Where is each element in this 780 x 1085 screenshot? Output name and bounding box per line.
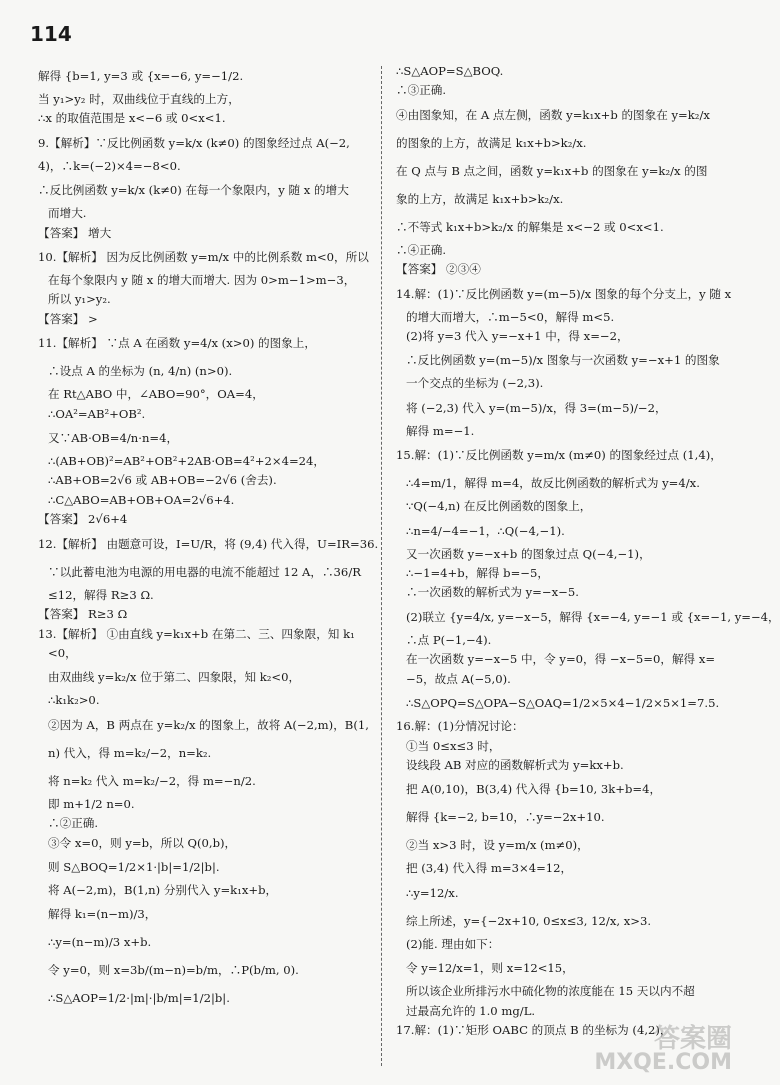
watermark-cn: 答案圈 [653, 1024, 732, 1054]
text-line: ④由图象知，在 A 点左侧，函数 y=k₁x+b 的图象在 y=k₂/x [396, 107, 710, 122]
text-line: 14.解：(1)∵反比例函数 y=(m−5)/x 图象的每个分支上，y 随 x [396, 286, 732, 301]
answer-line: 【答案】 ②③④ [396, 262, 481, 277]
text-line: 所以该企业所排污水中硫化物的浓度能在 15 天以内不超 [406, 984, 695, 999]
text-line: 4)，∴k=(−2)×4=−8<0. [38, 158, 181, 173]
text-line: 12.【解析】 由题意可设，I=U/R，将 (9,4) 代入得，U=IR=36. [38, 536, 379, 551]
text-line: ∴不等式 k₁x+b>k₂/x 的解集是 x<−2 或 0<x<1. [396, 219, 664, 234]
text-line: ∴④正确. [396, 242, 447, 257]
text-line: 象的上方，故满足 k₁x+b>k₂/x. [396, 191, 564, 206]
text-line: 则 S△BOQ=1/2×1·|b|=1/2|b|. [48, 859, 220, 874]
text-line: ②当 x>3 时，设 y=m/x (m≠0)， [406, 838, 589, 853]
text-line: ∴4=m/1，解得 m=4，故反比例函数的解析式为 y=4/x. [406, 476, 700, 491]
text-line: ②因为 A，B 两点在 y=k₂/x 的图象上，故将 A(−2,m)，B(1, [48, 717, 369, 732]
text-line: 令 y=0，则 x=3b/(m−n)=b/m，∴P(b/m, 0). [48, 963, 299, 978]
text-line: ∴设点 A 的坐标为 (n, 4/n) (n>0). [48, 364, 233, 379]
right-column [396, 62, 780, 1040]
text-line: 把 A(0,10)，B(3,4) 代入得 {b=10, 3k+b=4， [406, 782, 662, 797]
text-line: 在 Rt△ABO 中，∠ABO=90°，OA=4， [48, 387, 264, 402]
text-line: ∴S△OPQ=S△OPA−S△OAQ=1/2×5×4−1/2×5×1=7.5. [406, 696, 720, 711]
text-line: 又∵AB·OB=4/n·n=4， [48, 431, 179, 446]
text-line: 由双曲线 y=k₂/x 位于第二、四象限，知 k₂<0， [48, 670, 301, 685]
left-column [38, 62, 379, 1012]
text-line: ∵以此蓄电池为电源的用电器的电流不能超过 12 A，∴36/R [48, 564, 361, 579]
text-line: (2)联立 {y=4/x, y=−x−5，解得 {x=−4, y=−1 或 {x=−1, y=−4， [406, 609, 780, 624]
text-line: ≤12，解得 R≥3 Ω. [48, 587, 154, 602]
site-watermark [594, 1024, 732, 1075]
text-line: ∴③正确. [396, 83, 447, 98]
text-line: ∴y=(n−m)/3 x+b. [48, 935, 152, 950]
text-line: 16.解：(1)分情况讨论： [396, 719, 524, 734]
text-line: ∴S△AOP=1/2·|m|·|b/m|=1/2|b|. [48, 991, 230, 1006]
text-line: 10.【解析】 因为反比例函数 y=m/x 中的比例系数 m<0，所以 [38, 250, 369, 265]
text-line: 又一次函数 y=−x+b 的图象过点 Q(−4,−1)， [406, 546, 651, 561]
text-line: 解得 {b=1, y=3 或 {x=−6, y=−1/2. [38, 69, 244, 83]
answer-line: 【答案】 增大 [38, 225, 112, 240]
text-line: 把 (3,4) 代入得 m=3×4=12， [406, 861, 573, 876]
text-line: ∴反比例函数 y=(m−5)/x 图象与一次函数 y=−x+1 的图象 [406, 353, 720, 368]
text-line: ∴−1=4+b，解得 b=−5， [406, 566, 549, 581]
text-line: 解得 k₁=(n−m)/3， [48, 907, 157, 922]
text-line: 将 (−2,3) 代入 y=(m−5)/x，得 3=(m−5)/−2， [406, 400, 667, 415]
text-line: 13.【解析】 ①由直线 y=k₁x+b 在第二、三、四象限，知 k₁ [38, 626, 355, 641]
text-line: 当 y₁>y₂ 时，双曲线位于直线的上方， [38, 92, 240, 106]
text-line: 所以 y₁>y₂. [48, 292, 111, 307]
text-line: 在每个象限内 y 随 x 的增大而增大. 因为 0>m−1>m−3， [48, 273, 356, 288]
text-line: 将 A(−2,m)，B(1,n) 分别代入 y=k₁x+b， [48, 882, 278, 897]
text-line: 9.【解析】∵反比例函数 y=k/x (k≠0) 的图象经过点 A(−2, [38, 135, 350, 150]
text-line: 一个交点的坐标为 (−2,3). [406, 376, 544, 391]
text-line: ∴x 的取值范围是 x<−6 或 0<x<1. [38, 111, 226, 126]
text-line: (2)将 y=3 代入 y=−x+1 中，得 x=−2， [406, 329, 629, 344]
text-line: 即 m+1/2 n=0. [48, 796, 135, 811]
answer-line: 【答案】 > [38, 311, 98, 326]
text-line: 15.解：(1)∵反比例函数 y=m/x (m≠0) 的图象经过点 (1,4)， [396, 448, 722, 463]
text-line: <0， [48, 645, 77, 660]
text-line: ∴C△ABO=AB+OB+OA=2√6+4. [48, 492, 235, 507]
text-line: (2)能. 理由如下： [406, 936, 500, 951]
text-line: n) 代入，得 m=k₂/−2，n=k₂. [48, 745, 212, 760]
column-divider [381, 66, 382, 1066]
text-line: ∴OA²=AB²+OB². [48, 406, 146, 421]
text-line: ③令 x=0，则 y=b，所以 Q(0,b)， [48, 835, 237, 850]
text-line: 11.【解析】 ∵点 A 在函数 y=4/x (x>0) 的图象上， [38, 336, 316, 351]
text-line: 的图象的上方，故满足 k₁x+b>k₂/x. [396, 135, 587, 150]
text-line: 解得 m=−1. [406, 423, 475, 438]
text-line: ∴n=4/−4=−1，∴Q(−4,−1). [406, 523, 565, 538]
text-line: 而增大. [48, 206, 87, 221]
text-line: ∴S△AOP=S△BOQ. [396, 64, 504, 78]
text-line: ∴k₁k₂>0. [48, 693, 100, 708]
text-line: ∴②正确. [48, 816, 99, 831]
answer-line: 【答案】 R≥3 Ω [38, 607, 128, 622]
text-line: ∴(AB+OB)²=AB²+OB²+2AB·OB=4²+2×4=24， [48, 454, 326, 469]
answer-line: 【答案】 2√6+4 [38, 512, 128, 527]
text-line: ∴点 P(−1,−4). [406, 632, 492, 647]
page-number: 114 [30, 22, 72, 46]
text-line: 将 n=k₂ 代入 m=k₂/−2，得 m=−n/2. [48, 773, 256, 788]
text-line: ∴AB+OB=2√6 或 AB+OB=−2√6 (舍去). [48, 473, 277, 488]
text-line: 解得 {k=−2, b=10，∴y=−2x+10. [406, 810, 605, 825]
text-line: ①当 0≤x≤3 时， [406, 738, 501, 753]
text-line: −5，故点 A(−5,0). [406, 671, 511, 686]
text-line: 令 y=12/x=1，则 x=12<15， [406, 961, 574, 976]
text-line: 17.解：(1)∵矩形 OABC 的顶点 B 的坐标为 (4,2)， [396, 1022, 672, 1037]
text-line: 在 Q 点与 B 点之间，函数 y=k₁x+b 的图象在 y=k₂/x 的图 [396, 163, 708, 178]
text-line: ∵Q(−4,n) 在反比例函数的图象上， [406, 499, 592, 514]
text-line: 过最高允许的 1.0 mg/L. [406, 1003, 536, 1018]
watermark-url: MXQE.COM [594, 1050, 732, 1075]
text-line: 在一次函数 y=−x−5 中，令 y=0，得 −x−5=0，解得 x= [406, 652, 716, 667]
text-line: 设线段 AB 对应的函数解析式为 y=kx+b. [406, 757, 624, 772]
text-line: 综上所述，y={−2x+10, 0≤x≤3, 12/x, x>3. [406, 913, 652, 928]
text-line: 的增大而增大，∴m−5<0，解得 m<5. [406, 309, 615, 324]
text-line: ∴反比例函数 y=k/x (k≠0) 在每一个象限内，y 随 x 的增大 [38, 183, 349, 198]
text-line: ∴一次函数的解析式为 y=−x−5. [406, 585, 579, 600]
text-line: ∴y=12/x. [406, 885, 459, 900]
